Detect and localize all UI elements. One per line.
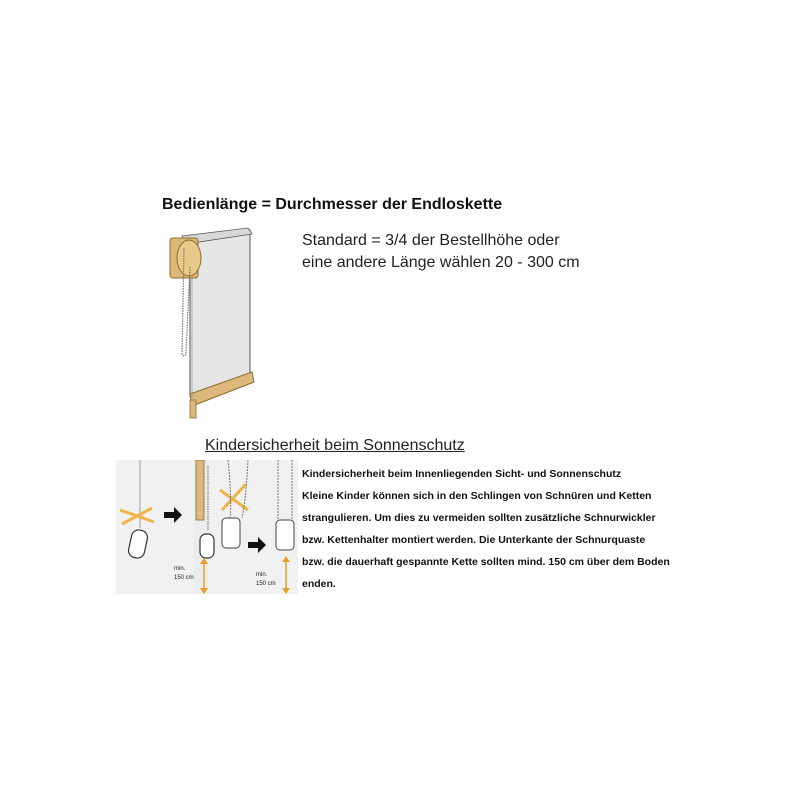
- safety-line-1: Kindersicherheit beim Innenliegenden Sicht- und Sonnenschutz: [302, 468, 622, 480]
- safety-line-3: strangulieren. Um dies zu vermeiden sollten zusätzliche Schnurwickler: [302, 512, 656, 524]
- standard-length-text: [302, 230, 580, 274]
- safety-line-2: Kleine Kinder können sich in den Schlingen von Schnüren und Ketten: [302, 490, 652, 502]
- safety-line-4: bzw. Kettenhalter montiert werden. Die Unterkante der Schnurquaste: [302, 534, 646, 546]
- height-label-left: 150 cm: [174, 575, 194, 581]
- child-safety-illustration: [116, 460, 298, 594]
- min-label-right: min.: [256, 572, 268, 578]
- min-label-left: min.: [174, 566, 186, 572]
- child-safety-text: [302, 463, 732, 595]
- safety-line-5: bzw. die dauerhaft gespannte Kette sollten mind. 150 cm über dem Boden: [302, 556, 670, 568]
- height-label-right: 150 cm: [256, 581, 276, 587]
- safety-line-6: enden.: [302, 578, 336, 590]
- operating-length-heading: Bedienlänge = Durchmesser der Endloskette: [162, 196, 503, 213]
- standard-line-1: Standard = 3/4 der Bestellhöhe oder: [302, 232, 560, 249]
- child-safety-heading: Kindersicherheit beim Sonnenschutz: [205, 437, 465, 454]
- roller-blind-illustration: [160, 226, 260, 422]
- standard-line-2: eine andere Länge wählen 20 - 300 cm: [302, 254, 580, 271]
